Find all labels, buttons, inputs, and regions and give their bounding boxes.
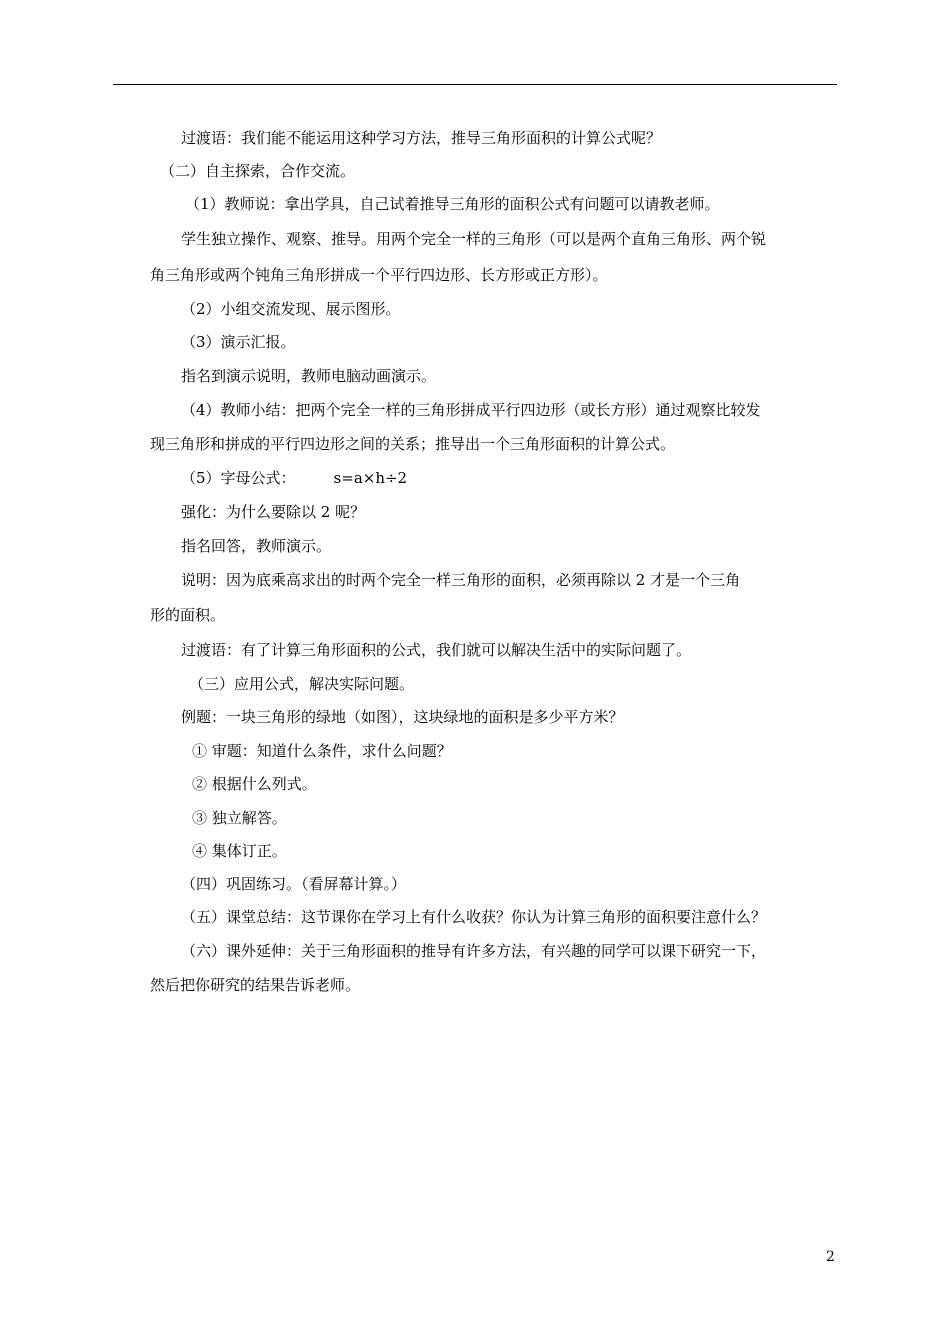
formula-line [181, 468, 407, 488]
explanation-line: 说明：因为底乘高求出的时两个完全一样三角形的面积，必须再除以 2 才是一个三角 [181, 571, 741, 589]
formula-label: （5）字母公式： [181, 469, 296, 487]
emphasis-question-line: 强化：为什么要除以 2 呢？ [181, 503, 366, 521]
step-solve-line: ③ 独立解答。 [192, 809, 287, 827]
step-formula-line: ② 根据什么列式。 [192, 775, 317, 793]
section-four-line: （四）巩固练习。（看屏幕计算。） [181, 875, 407, 893]
section-two-heading: （二）自主探索，合作交流。 [160, 162, 356, 180]
named-answer-line: 指名回答，教师演示。 [181, 537, 332, 555]
student-operation-continuation: 角三角形或两个钝角三角形拼成一个平行四边形、长方形或正方形）。 [150, 266, 608, 284]
section-five-line: （五）课堂总结：这节课你在学习上有什么收获？你认为计算三角形的面积要注意什么？ [181, 908, 767, 926]
step-two-line: （2）小组交流发现、展示图形。 [181, 300, 401, 318]
transition-question-line: 过渡语：我们能不能运用这种学习方法，推导三角形面积的计算公式呢？ [181, 129, 662, 147]
explanation-continuation: 形的面积。 [150, 606, 226, 624]
transition-application-line: 过渡语：有了计算三角形面积的公式，我们就可以解决生活中的实际问题了。 [181, 641, 692, 659]
example-question-line: 例题：一块三角形的绿地（如图），这块绿地的面积是多少平方米？ [181, 708, 624, 726]
header-rule [113, 84, 837, 85]
student-operation-line: 学生独立操作、观察、推导。用两个完全一样的三角形（可以是两个直角三角形、两个锐 [181, 230, 767, 248]
section-three-heading: （三）应用公式，解决实际问题。 [189, 675, 415, 693]
page-number: 2 [826, 1249, 835, 1265]
demonstration-line: 指名到演示说明，教师电脑动画演示。 [181, 367, 437, 385]
step-correct-line: ④ 集体订正。 [192, 842, 287, 860]
section-six-line: （六）课外延伸：关于三角形面积的推导有许多方法，有兴趣的同学可以课下研究一下， [181, 942, 767, 960]
step-one-line: （1）教师说：拿出学具，自己试着推导三角形的面积公式有问题可以请教老师。 [185, 195, 720, 213]
step-three-line: （3）演示汇报。 [181, 333, 296, 351]
area-formula: s=a×h÷2 [333, 469, 408, 487]
teacher-summary-line: （4）教师小结：把两个完全一样的三角形拼成平行四边形（或长方形）通过观察比较发 [181, 401, 761, 419]
section-six-continuation: 然后把你研究的结果告诉老师。 [150, 976, 361, 994]
step-review-line: ① 审题：知道什么条件，求什么问题？ [192, 742, 452, 760]
teacher-summary-continuation: 现三角形和拼成的平行四边形之间的关系；推导出一个三角形面积的计算公式。 [150, 435, 676, 453]
